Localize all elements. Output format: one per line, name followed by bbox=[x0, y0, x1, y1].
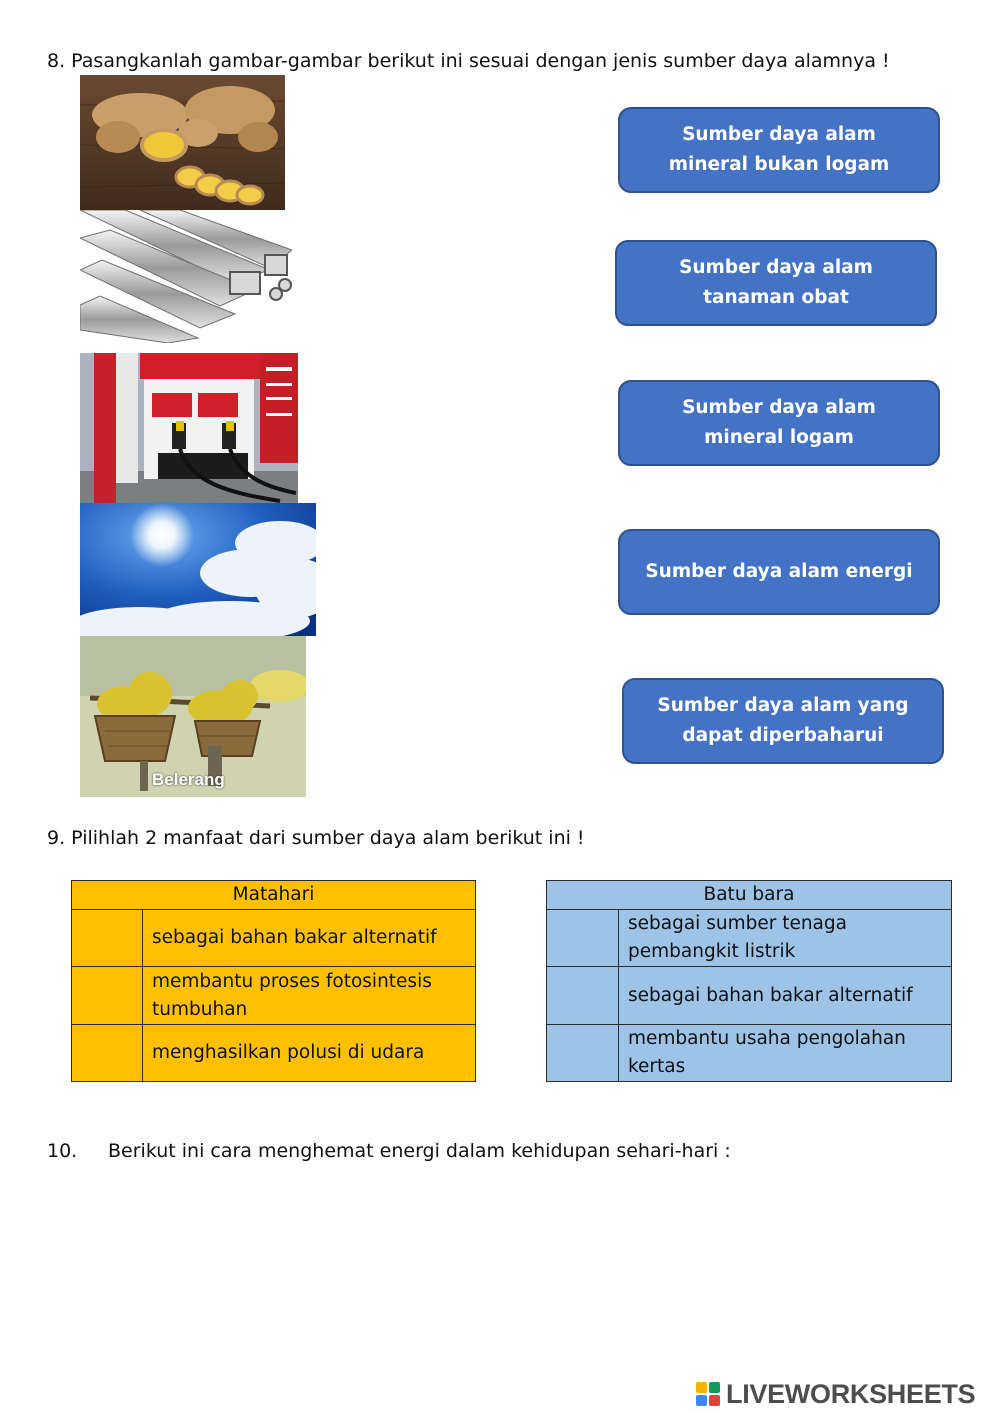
table-row bbox=[72, 967, 476, 1025]
option-text: membantu proses fotosintesis tumbuhan bbox=[143, 967, 476, 1025]
checkbox-cell[interactable] bbox=[72, 1025, 143, 1082]
logo-square bbox=[696, 1382, 707, 1393]
table-row bbox=[72, 910, 476, 967]
answer-box-mineral-non-metal[interactable]: Sumber daya alam mineral bukan logam bbox=[618, 107, 940, 193]
question-9-text: 9. Pilihlah 2 manfaat dari sumber daya alam berikut ini ! bbox=[47, 827, 585, 849]
answer-box-energy[interactable]: Sumber daya alam energi bbox=[618, 529, 940, 615]
logo-square bbox=[709, 1382, 720, 1393]
sulfur-image[interactable] bbox=[80, 636, 306, 797]
checkbox-cell[interactable] bbox=[547, 910, 619, 967]
logo-text: LIVEWORKSHEETS bbox=[726, 1378, 976, 1409]
ginger-image[interactable] bbox=[80, 75, 285, 211]
answer-box-mineral-metal[interactable]: Sumber daya alam mineral logam bbox=[618, 380, 940, 466]
logo-square bbox=[709, 1395, 720, 1406]
table-batu-bara bbox=[546, 880, 952, 1082]
answer-box-renewable[interactable]: Sumber daya alam yang dapat diperbaharui bbox=[622, 678, 944, 764]
answer-box-medicinal-plant[interactable]: Sumber daya alam tanaman obat bbox=[615, 240, 937, 326]
sulfur-caption: Belerang bbox=[152, 770, 225, 789]
logo-square bbox=[696, 1395, 707, 1406]
option-text: sebagai sumber tenaga pembangkit listrik bbox=[619, 910, 952, 967]
liveworksheets-logo bbox=[696, 1376, 975, 1412]
checkbox-cell[interactable] bbox=[547, 1025, 619, 1082]
question-10-text: Berikut ini cara menghemat energi dalam kehidupan sehari-hari : bbox=[108, 1140, 731, 1162]
table-row bbox=[547, 1025, 952, 1082]
option-text: menghasilkan polusi di udara bbox=[143, 1025, 476, 1082]
checkbox-cell[interactable] bbox=[547, 967, 619, 1025]
sun-sky-image[interactable] bbox=[80, 503, 316, 636]
table-row bbox=[547, 967, 952, 1025]
liveworksheets-logo-mark bbox=[696, 1382, 720, 1406]
option-text: sebagai bahan bakar alternatif bbox=[143, 910, 476, 967]
table-matahari bbox=[71, 880, 476, 1082]
table-matahari-title: Matahari bbox=[72, 881, 476, 910]
steel-bars-image[interactable] bbox=[80, 210, 292, 343]
question-8-text: 8. Pasangkanlah gambar-gambar berikut ini sesuai dengan jenis sumber daya alamnya ! bbox=[47, 50, 890, 72]
checkbox-cell[interactable] bbox=[72, 967, 143, 1025]
table-batu-bara-title: Batu bara bbox=[547, 881, 952, 910]
option-text: membantu usaha pengolahan kertas bbox=[619, 1025, 952, 1082]
question-10-number: 10. bbox=[47, 1140, 78, 1162]
gas-station-image[interactable] bbox=[80, 353, 298, 503]
table-row bbox=[72, 1025, 476, 1082]
table-row bbox=[547, 910, 952, 967]
checkbox-cell[interactable] bbox=[72, 910, 143, 967]
option-text: sebagai bahan bakar alternatif bbox=[619, 967, 952, 1025]
